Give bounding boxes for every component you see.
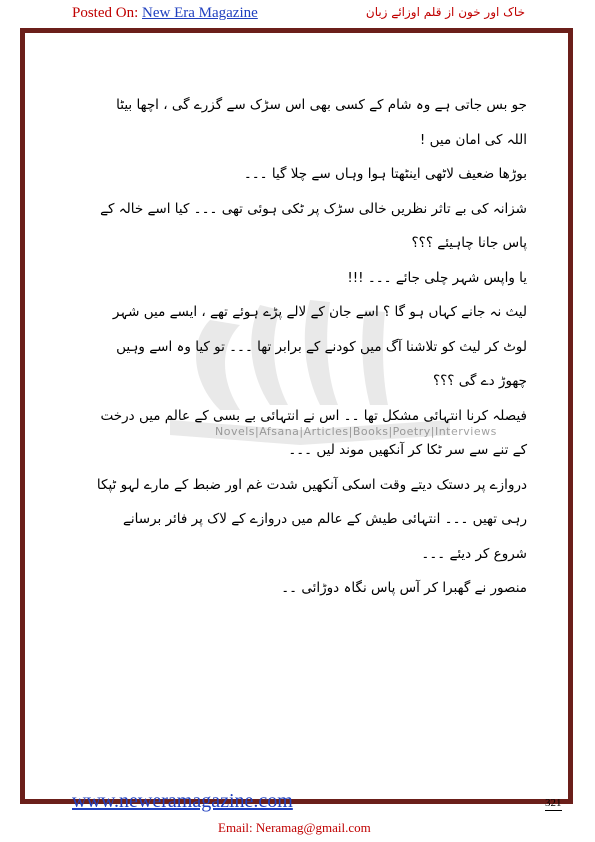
paragraph: شزانہ کی بے تاثر نظریں خالی سڑک پر ٹکی ہوئی تھی ۔۔۔ کیا اسے خالہ کے پاس جانا چاہیئے ؟؟؟ xyxy=(100,200,527,251)
website-link[interactable]: www.neweramagazine.com xyxy=(72,790,293,812)
posted-label-text: Posted On: xyxy=(72,5,143,21)
page-number: 321 xyxy=(545,797,562,809)
watermark-tagline: Novels|Afsana|Articles|Books|Poetry|Interviews xyxy=(215,425,497,438)
paragraph: بوڑھا ضعیف لاٹھی اینٹھتا ہوا وہاں سے چلا گیا ۔۔۔ xyxy=(243,166,527,182)
paragraph: لیث نہ جانے کہاں ہو گا ؟ اسے جان کے لالے پڑے ہوئے تھے ، ایسے میں شہر لوٹ کر لیث کو تلاشنا آگ میں کودنے کے برابر تھا ۔۔۔ تو کیا وہ اسے وہیں چھوڑ دے گی ؟؟؟ xyxy=(112,304,527,389)
story-title-urdu: خاک اور خون از قلم اوزائے زبان xyxy=(365,5,525,19)
paragraph: یا واپس شہر چلی جائے ۔۔۔ !!! xyxy=(347,269,527,286)
paragraph: منصور نے گھبرا کر آس پاس نگاہ دوڑائی ۔۔ xyxy=(281,580,527,596)
paragraph: دروازے پر دستک دیتے وقت اسکی آنکھیں شدت غم اور ضبط کے مارے لہو ٹپکا رہی تھیں ۔۔۔ انتہائی طیش کے عالم میں دروازے کے لاک پر فائر برسانے شروع کر دیئے ۔۔۔ xyxy=(96,476,527,562)
posted-on-label xyxy=(72,5,258,22)
article-body xyxy=(95,88,527,606)
paragraph: جو بس جاتی ہے وہ شام کے کسی بھی اس سڑک سے گزرے گی ، اچھا بیٹا اللہ کی امان میں ! xyxy=(116,97,527,148)
paragraph: فیصلہ کرنا انتہائی مشکل تھا ۔۔ اس نے انتہائی بے بسی کے عالم میں درخت کے تنے سے سر ٹکا کر آنکھیں موند لیں ۔۔۔ xyxy=(100,407,527,458)
magazine-link[interactable]: New Era Magazine xyxy=(142,5,258,21)
page-header xyxy=(0,0,595,26)
contact-email: Email: Neramag@gmail.com xyxy=(218,820,371,835)
